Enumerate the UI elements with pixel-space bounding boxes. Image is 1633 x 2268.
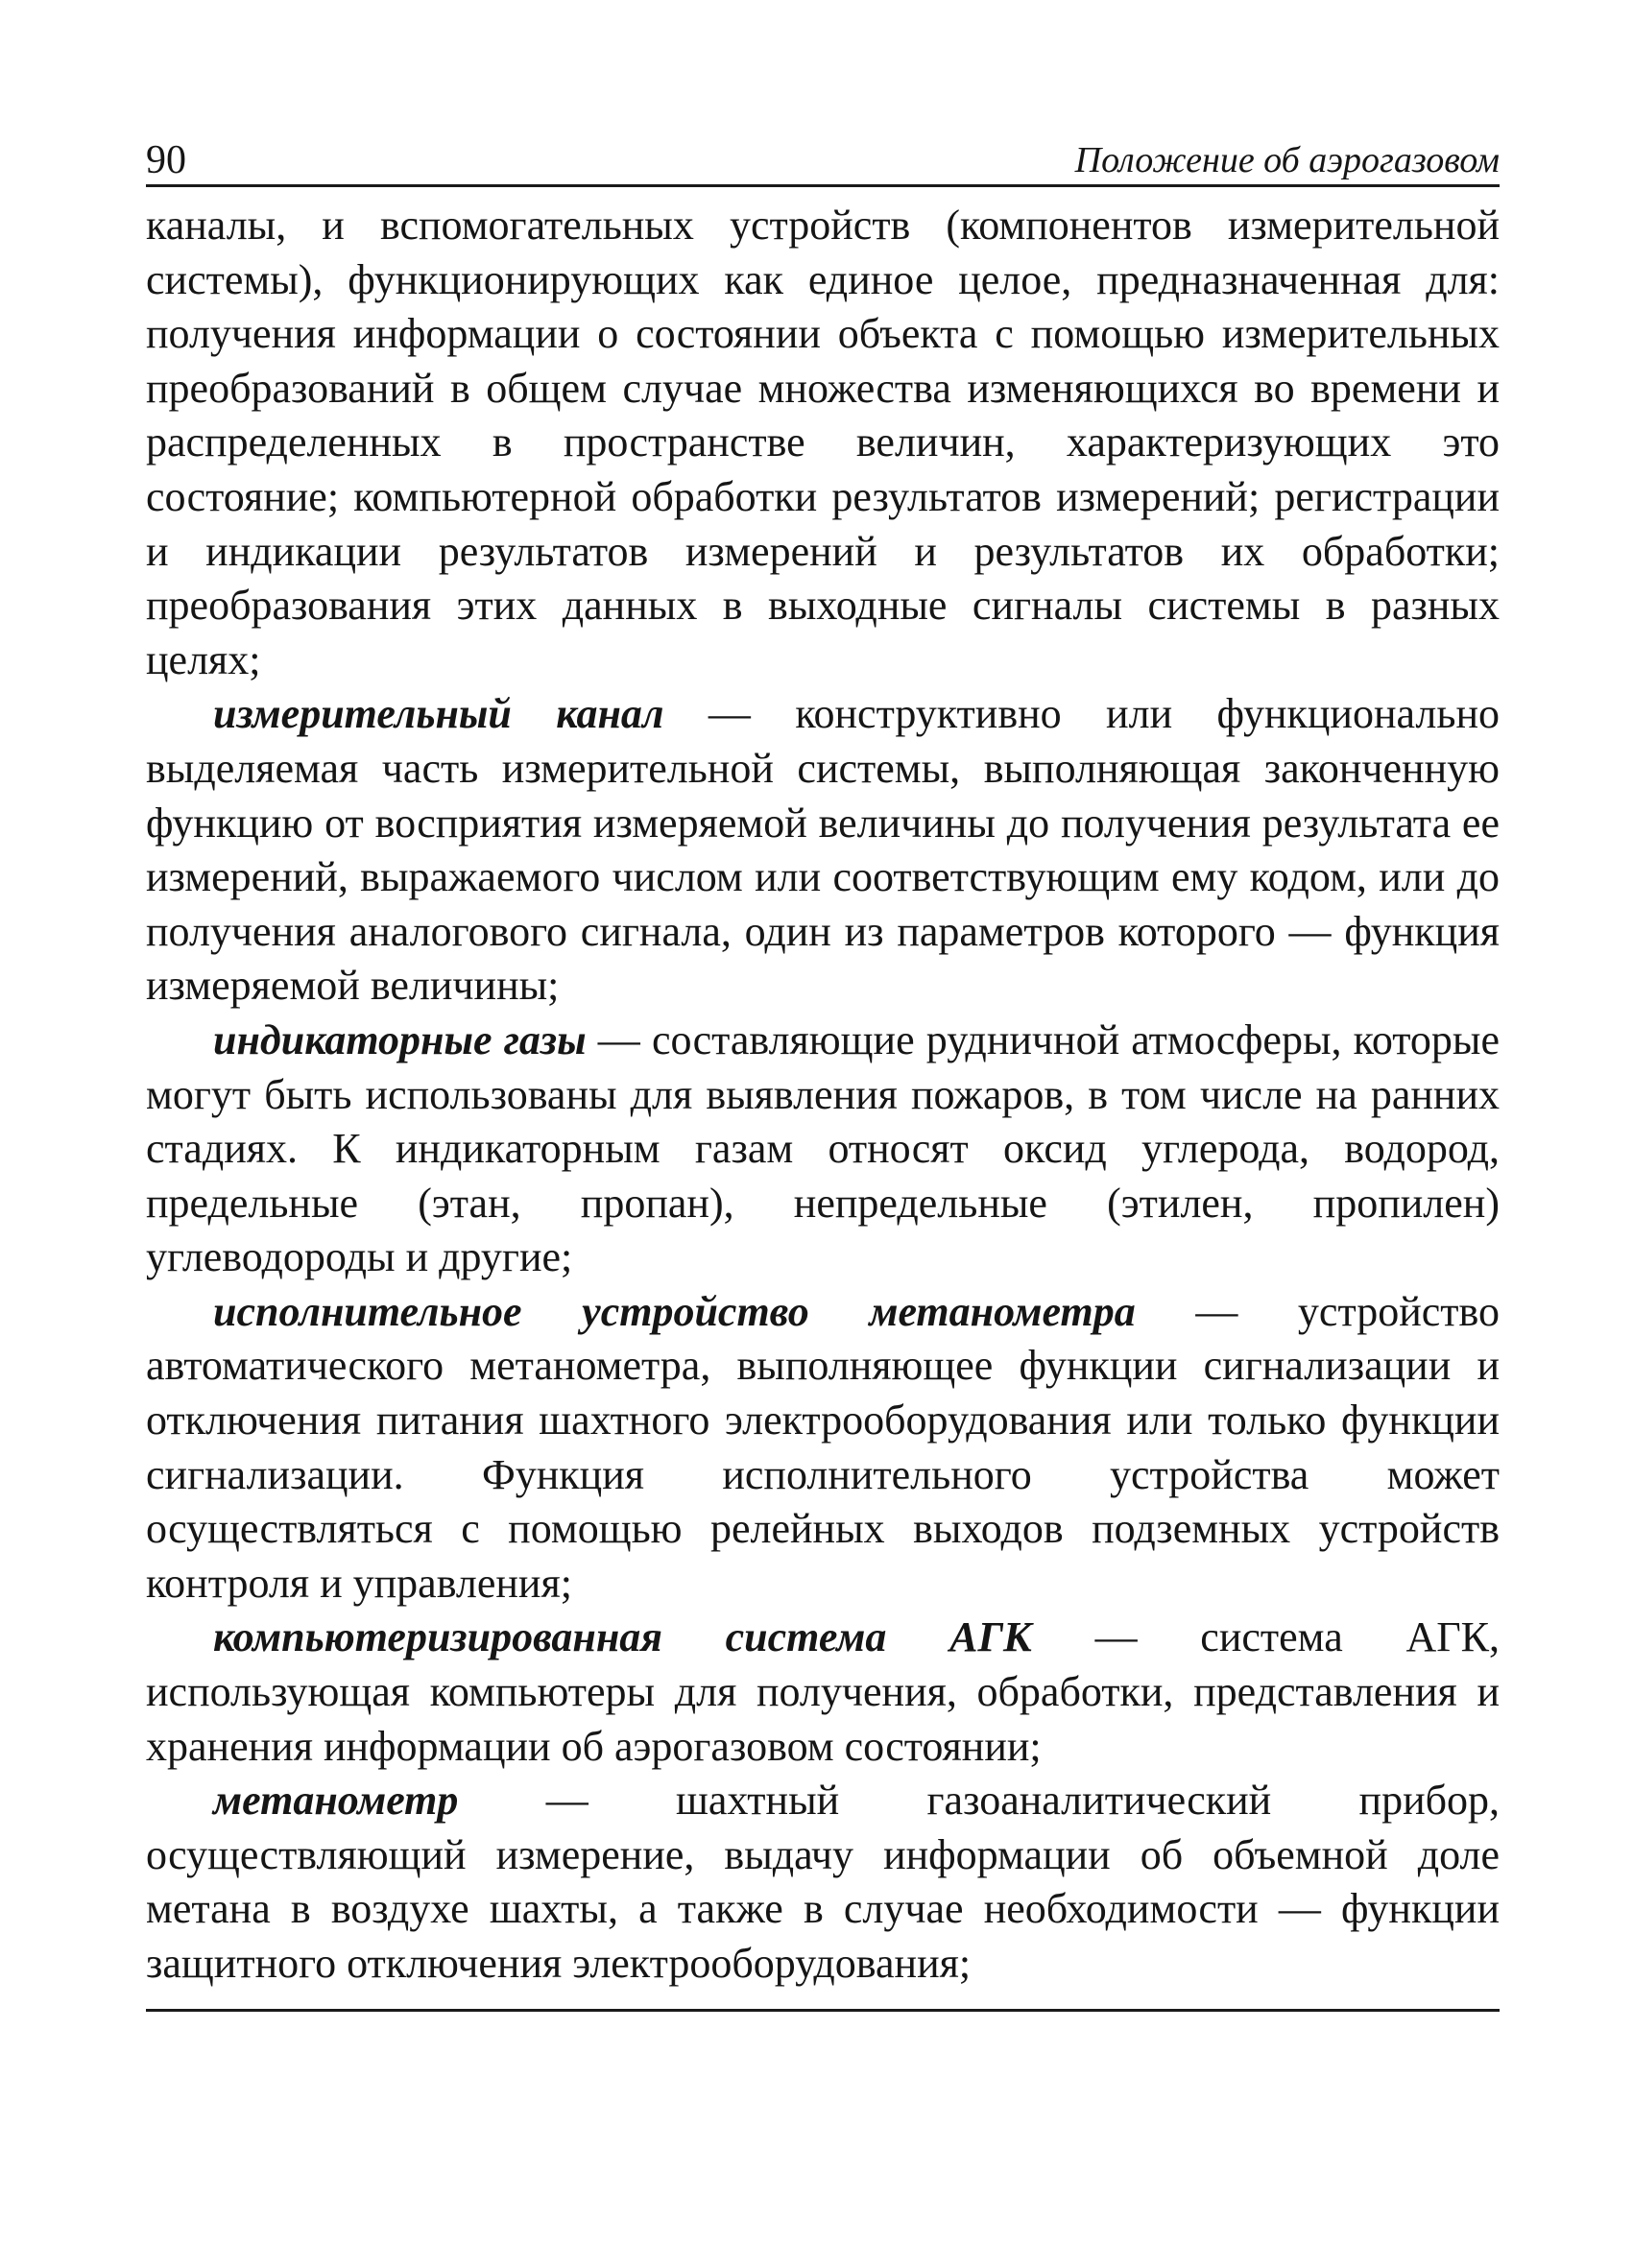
term: измерительный канал: [213, 690, 664, 738]
definition-text: — система АГК, использующая компьютеры для получения, обработки, представления и хранения информации об аэрогазовом состоянии;: [146, 1613, 1501, 1770]
definition-text: — конструктивно или функционально выделяемая часть измерительной системы, выполняющая законченную функцию от восприятия измеряемой величины до получения результата ее измерений, выражаемого числом или соответствующим ему кодом, или до получения аналогового сигнала, один из параметров которого — функция измеряемой величины;: [146, 690, 1500, 1010]
paragraph-continuation: [146, 199, 1500, 687]
term: исполнительное устройство метанометра: [213, 1287, 1136, 1335]
definition-indicator-gases: [146, 1014, 1500, 1285]
term: индикаторные газы: [213, 1015, 587, 1063]
definition-methanometer: [146, 1774, 1500, 1991]
term: компьютеризированная система АГК: [213, 1613, 1032, 1661]
definition-computerized-system: [146, 1611, 1500, 1774]
running-title: Положение об аэрогазовом: [1074, 140, 1500, 180]
document-page: [146, 127, 1500, 2012]
definition-text: — шахтный газоаналитический прибор, осуществляющий измерение, выдачу информации об объемной доле метана в воздухе шахты, а также в случае необходимости — функции защитного отключения электрооборудования;: [146, 1777, 1500, 1987]
definition-text: — составляющие рудничной атмосферы, которые могут быть использованы для выявления пожаров, в том числе на ранних стадиях. К индикаторным газам относят оксид углерода, водород, предельные (этан, пропан), непредельные (этилен, пропилен) углеводороды и другие;: [146, 1015, 1500, 1281]
page-number: 90: [146, 138, 186, 182]
definition-measuring-channel: [146, 687, 1500, 1014]
footer-rule: [146, 2009, 1500, 2012]
definition-methanometer-actuator: [146, 1285, 1500, 1611]
body-text: [146, 199, 1500, 1992]
definition-text: — устройство автоматического метанометра, выполняющее функции сигнализации и отключения питания шахтного электрооборудования или только функции сигнализации. Функция исполнительного устройства может осуществляться с помощью релейных выходов подземных устройств контроля и управления;: [146, 1287, 1500, 1607]
paragraph-text: каналы, и вспомогательных устройств (компонентов измерительной системы), функционирующих как единое целое, предназначенная для: получения информации о состоянии объекта с помощью измерительных преобразований в общем случае множества изменяющихся во времени и распределенных в пространстве величин, характеризующих это состояние; компьютерной обработки результатов измерений; регистрации и индикации результатов измерений и результатов их обработки; преобразования этих данных в выходные сигналы системы в разных целях;: [146, 202, 1500, 683]
page-header: [146, 127, 1500, 187]
term: метанометр: [213, 1777, 459, 1825]
